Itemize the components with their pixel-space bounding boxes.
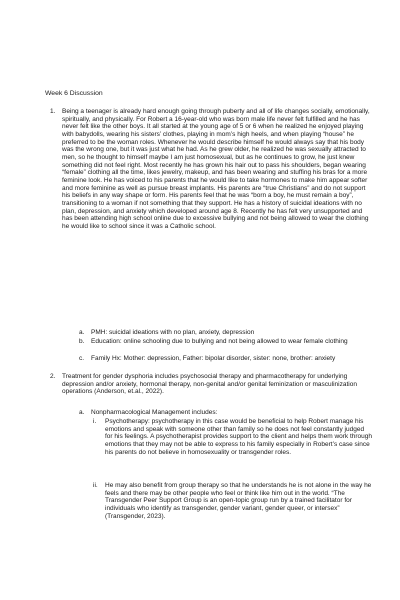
sub-item-text: Nonpharmacological Management includes: bbox=[91, 409, 218, 416]
list-marker: 2. bbox=[50, 373, 56, 380]
roman-item-text: Psychotherapy: psychotherapy in this case would be beneficial to help Robert manage his emotions and speak with someone other than family so he does not feel constantly judged for his feelings. A psychotherapist provides support to the client and helps them work through emotions that they may not be able to express to his family especially in Robert’s case since his parents do not believe in homosexuality or transgender roles. bbox=[105, 418, 373, 456]
sub-item-1b bbox=[79, 338, 364, 346]
sub-marker: a. bbox=[79, 409, 85, 416]
list-item-text: Being a teenager is already hard enough going through puberty and all of life changes socially, emotionally, spiritually, and physically. For Robert a 16-year-old who was born male life never felt fulfilled and he has never felt like the other boys. It all started at the young age of 5 or 6 when he realized he enjoyed playing with babydolls, wearing his sisters’ clothes, playing in mom’s high heels, and when playing “house” he preferred to be the woman roles. Whenever he would describe himself he would always say that his body was the wrong one, but it was just what he had. As he grew older, he realized he was sexually attracted to men, so he thought to himself maybe I am just homosexual, but as he continues to grow, he just knew something did not feel right. Most recently he has grown his hair out to pass his shoulders, began wearing “female” clothing all the time, likes jewelry, makeup, and has been wearing and stuffing his bras for a more feminine look. He has voiced to his parents that he would like to take hormones to make him appear softer and more feminine as well as pursue breast implants. His parents are “true Christians” and do not support his beliefs in any way shape or form. His parents feel that he was “born a boy, he must remain a boy”, transitioning to a woman if not something that they support. He has a history of suicidal ideations with no plan, depression, and anxiety which developed around age 8. Recently he has felt very unsupported and has been attending high school online due to excessive bullying and not being allowed to wear the clothing he would like to school since it was a Catholic school. bbox=[62, 108, 370, 230]
list-item-text: Treatment for gender dysphoria includes psychosocial therapy and pharmacotherapy for underlying depression and/or anxiety, hormonal therapy, non-genital and/or genital feminization or masculinization operations (Anderson, et.al., 2022). bbox=[62, 373, 357, 396]
sub-marker: c. bbox=[79, 355, 85, 362]
sub-item-text: Education: online schooling due to bullying and not being allowed to wear female clothing bbox=[91, 338, 348, 345]
sub-item-text: Family Hx: Mother: depression, Father: bipolar disorder, sister: none, brother: anxiety bbox=[91, 355, 336, 362]
roman-item-i bbox=[93, 418, 373, 456]
roman-marker: i. bbox=[93, 418, 97, 425]
roman-item-text: He may also benefit from group therapy so that he understands he is not alone in the way he feels and there may be other people who feel or think like him out in the world. “The Transgender Peer Support Group is an open-topic group run by a trained facilitator for individuals who identify as transgender, gender variant, gender queer, or intersex” (Transgender, 2023). bbox=[105, 482, 372, 520]
list-item-1 bbox=[50, 108, 372, 231]
roman-item-ii bbox=[93, 482, 373, 520]
sub-item-2a bbox=[79, 409, 364, 417]
sub-marker: b. bbox=[79, 338, 85, 345]
sub-item-text: PMH: suicidal ideations with no plan, anxiety, depression bbox=[91, 329, 255, 336]
sub-item-1a bbox=[79, 329, 364, 337]
sub-item-1c bbox=[79, 355, 364, 363]
document-heading: Week 6 Discussion bbox=[45, 90, 103, 97]
sub-marker: a. bbox=[79, 329, 85, 336]
list-marker: 1. bbox=[50, 108, 56, 115]
roman-marker: ii. bbox=[93, 482, 98, 489]
list-item-2 bbox=[50, 373, 372, 396]
